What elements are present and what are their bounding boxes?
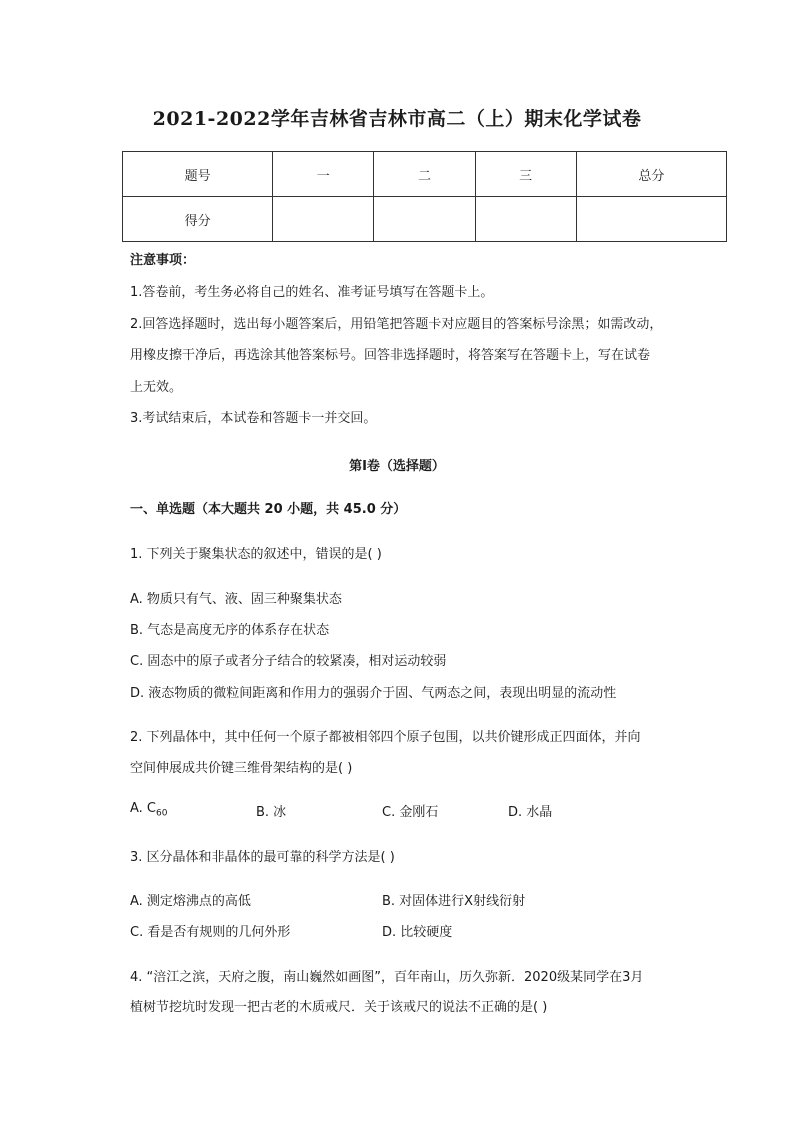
note-item-1: 1.答卷前，考生务必将自己的姓名、准考证号填写在答题卡上。 [130, 285, 494, 300]
q3-stem: 3. 区分晶体和非晶体的最可靠的科学方法是( ) [130, 850, 395, 865]
q2-stem-line2: 空间伸展成共价键三维骨架结构的是( ) [130, 761, 353, 776]
q3-option-a: A. 测定熔沸点的高低 [130, 894, 251, 909]
q3-option-d: D. 比较硬度 [382, 925, 453, 940]
score-cell-total [576, 197, 726, 242]
q3-option-c: C. 看是否有规则的几何外形 [130, 925, 291, 940]
section-title: 第I卷（选择题） [349, 459, 445, 474]
header-cell-part2: 二 [374, 152, 475, 197]
q2-option-c: C. 金刚石 [382, 805, 439, 820]
q3-option-b: B. 对固体进行X射线衍射 [382, 894, 526, 909]
q1-option-d: D. 液态物质的微粒间距离和作用力的强弱介于固、气两态之间，表现出明显的流动性 [130, 686, 617, 701]
q2-option-b: B. 冰 [256, 805, 287, 820]
score-table-header-row [123, 152, 727, 197]
q2-stem-line1: 2. 下列晶体中，其中任何一个原子都被相邻四个原子包围，以共价键形成正四面体，并向 [130, 730, 641, 745]
q1-option-a: A. 物质只有气、液、固三种聚集状态 [130, 592, 342, 607]
note-item-2-cont: 用橡皮擦干净后，再选涂其他答案标号。回答非选择题时，将答案写在答题卡上，写在试卷 [130, 348, 651, 363]
q2-option-a-text: A. C [130, 801, 157, 816]
q1-option-c: C. 固态中的原子或者分子结合的较紧凑，相对运动较弱 [130, 654, 447, 669]
header-cell-part1: 一 [273, 152, 374, 197]
header-cell-part3: 三 [475, 152, 576, 197]
q2-option-a [130, 801, 167, 819]
score-cell-part2 [374, 197, 475, 242]
q2-option-a-subscript: 60 [156, 808, 168, 819]
part-title: 一、单选题（本大题共 20 小题，共 45.0 分） [130, 502, 407, 517]
exam-title: 2021-2022学年吉林省吉林市高二（上）期末化学试卷 [152, 108, 642, 130]
header-cell-total: 总分 [576, 152, 726, 197]
q4-stem-line1: 4. “涪江之滨，天府之腹，南山巍然如画图”，百年南山，历久弥新．2020级某同学在3月 [130, 970, 644, 985]
q1-stem: 1. 下列关于聚集状态的叙述中，错误的是( ) [130, 547, 382, 562]
notes-heading: 注意事项： [130, 253, 196, 268]
q2-option-d: D. 水晶 [508, 805, 553, 820]
header-cell-number: 题号 [123, 152, 273, 197]
score-row-label: 得分 [123, 197, 273, 242]
score-cell-part1 [273, 197, 374, 242]
note-item-3: 3.考试结束后，本试卷和答题卡一并交回。 [130, 411, 377, 426]
score-table-score-row [123, 197, 727, 242]
note-item-2-end: 上无效。 [130, 380, 183, 395]
q4-stem-line2: 植树节挖坑时发现一把古老的木质戒尺．关于该戒尺的说法不正确的是( ) [130, 1000, 548, 1015]
note-item-2: 2.回答选择题时，选出每小题答案后，用铅笔把答题卡对应题目的答案标号涂黑；如需改动， [130, 317, 663, 332]
q1-option-b: B. 气态是高度无序的体系存在状态 [130, 623, 330, 638]
score-table [122, 151, 727, 242]
score-cell-part3 [475, 197, 576, 242]
